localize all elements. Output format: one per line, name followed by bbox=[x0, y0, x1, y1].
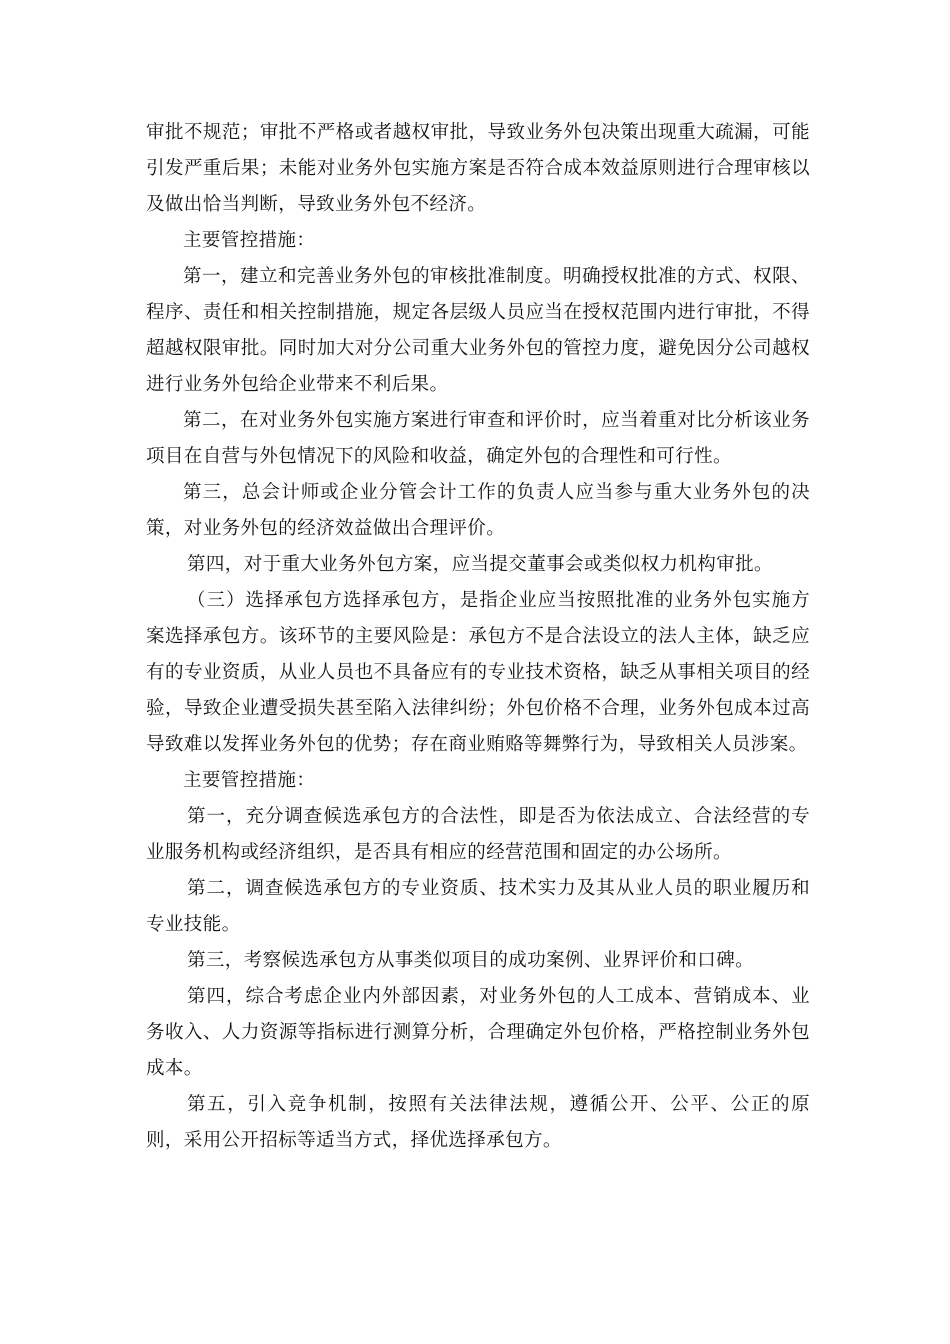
document-body bbox=[146, 115, 810, 1159]
paragraph-approval-risks: 审批不规范；审批不严格或者越权审批，导致业务外包决策出现重大疏漏，可能引发严重后果；未能对业务外包实施方案是否符合成本效益原则进行合理审核以及做出恰当判断，导致业务外包不经济。 bbox=[146, 122, 810, 215]
paragraph-contractor-measure-1: 第一，充分调查候选承包方的合法性，即是否为依法成立、合法经营的专业服务机构或经济组织，是否具有相应的经营范围和固定的办公场所。 bbox=[146, 806, 810, 863]
paragraph-measure-1-approval-system: 第一，建立和完善业务外包的审核批准制度。明确授权批准的方式、权限、程序、责任和相关控制措施，规定各层级人员应当在授权范围内进行审批，不得超越权限审批。同时加大对分公司重大业务外包的管控力度，避免因分公司越权进行业务外包给企业带来不利后果。 bbox=[146, 266, 810, 395]
paragraph-measure-3-accountant: 第三，总会计师或企业分管会计工作的负责人应当参与重大业务外包的决策，对业务外包的经济效益做出合理评价。 bbox=[146, 482, 810, 539]
paragraph-contractor-measure-4: 第四，综合考虑企业内外部因素，对业务外包的人工成本、营销成本、业务收入、人力资源等指标进行测算分析，合理确定外包价格，严格控制业务外包成本。 bbox=[146, 986, 810, 1079]
paragraph-contractor-measure-2: 第二，调查候选承包方的专业资质、技术实力及其从业人员的职业履历和专业技能。 bbox=[146, 878, 810, 935]
paragraph-control-heading-2: 主要管控措施： bbox=[183, 770, 316, 791]
paragraph-measure-4-board: 第四，对于重大业务外包方案，应当提交董事会或类似权力机构审批。 bbox=[187, 554, 773, 575]
paragraph-control-heading-1: 主要管控措施： bbox=[183, 230, 316, 251]
paragraph-measure-2-review: 第二，在对业务外包实施方案进行审查和评价时，应当着重对比分析该业务项目在自营与外包情况下的风险和收益，确定外包的合理性和可行性。 bbox=[146, 410, 810, 467]
paragraph-contractor-measure-5: 第五，引入竞争机制，按照有关法律法规，遵循公开、公平、公正的原则，采用公开招标等适当方式，择优选择承包方。 bbox=[146, 1094, 810, 1151]
paragraph-section-3-select-contractor: （三）选择承包方选择承包方，是指企业应当按照批准的业务外包实施方案选择承包方。该环节的主要风险是：承包方不是合法设立的法人主体，缺乏应有的专业资质，从业人员也不具备应有的专业技术资格，缺乏从事相关项目的经验，导致企业遭受损失甚至陷入法律纠纷；外包价格不合理，业务外包成本过高导致难以发挥业务外包的优势；存在商业贿赂等舞弊行为，导致相关人员涉案。 bbox=[146, 590, 810, 755]
paragraph-contractor-measure-3: 第三，考察候选承包方从事类似项目的成功案例、业界评价和口碑。 bbox=[187, 950, 755, 971]
